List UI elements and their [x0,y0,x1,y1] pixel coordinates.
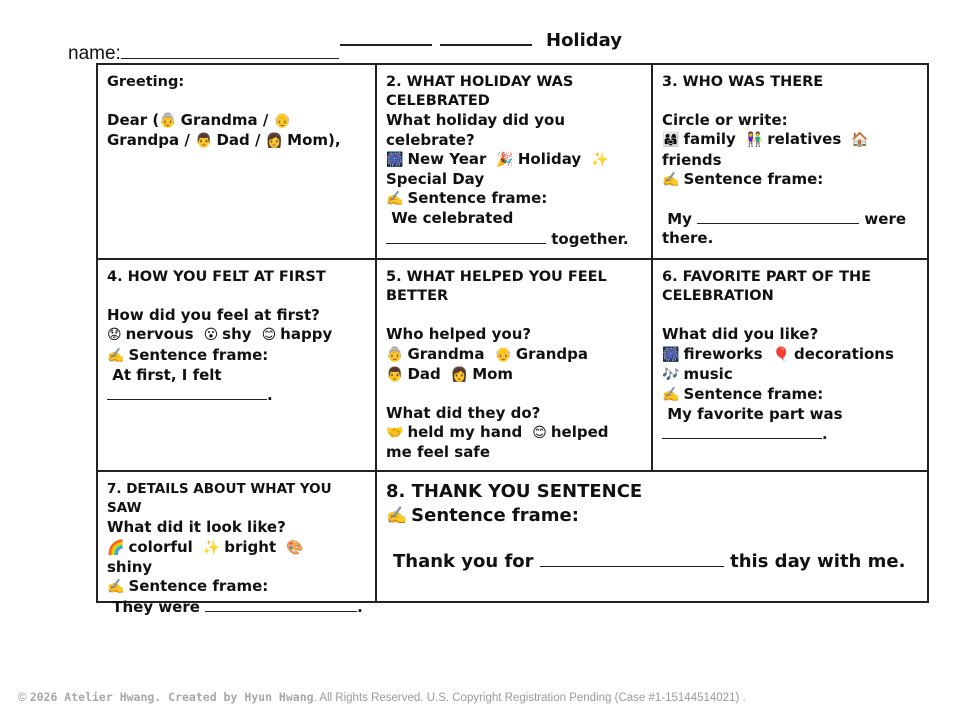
option-bright[interactable] [203,538,276,556]
option-shy[interactable] [204,325,252,343]
cell-4-heading: 4. HOW YOU FELT AT FIRST [107,269,326,285]
option-decorations-label: decorations [794,344,894,363]
cell-7-question: What did it look like? [107,518,286,537]
cell-8-sentence [393,550,919,574]
cell-7-blank[interactable] [205,597,357,612]
palette-icon: 🎨 [286,539,304,556]
cell-details [98,472,375,617]
worksheet-grid [96,63,929,617]
cell-5-heading-a: 5. WHAT HELPED YOU FEEL [386,269,607,285]
cell-4-frame-b [107,385,367,405]
option-nervous[interactable] [107,325,194,343]
option-shy-label: shy [222,325,252,344]
cell-2-frame-label: Sentence frame: [407,189,548,208]
option-helper-dad[interactable] [386,365,441,383]
fireworks-icon: 🎆 [386,151,404,168]
cell-2-heading-b: CELEBRATED [386,93,490,110]
dad-icon: 👨 [195,133,213,150]
greeting-mom[interactable]: Mom), [287,131,341,150]
cell-8-heading: 8. THANK YOU SENTENCE [386,481,643,502]
cell-4-frame-a [107,366,367,385]
cell-what-helped [377,260,651,470]
rainbow-icon: 🌈 [107,539,125,556]
music-notes-icon: 🎶 [662,366,680,383]
greeting-line-2 [107,131,367,151]
option-shiny[interactable]: shiny [107,557,153,576]
cell-3-frame-line [662,209,919,229]
cell-5-actions-cont: me feel safe [386,443,491,462]
cell-7-frame-label-row [107,577,367,597]
option-helper-grandpa[interactable] [494,345,588,363]
option-holiday-label: Holiday [517,149,582,168]
dad-icon: 👨 [386,366,404,383]
option-held-hand[interactable] [386,423,522,441]
cell-greeting [98,65,375,258]
cell-5-actions [386,423,643,443]
house-icon: 🏠 [851,132,869,149]
cell-4-frame-end: . [267,386,273,405]
smiling-face-icon: 😊 [532,425,547,442]
option-helper-grandma-label: Grandma [407,344,485,363]
option-bright-label: bright [224,537,277,556]
option-new-year-label: New Year [407,149,487,168]
name-input-line[interactable] [121,40,339,59]
writing-hand-icon: ✍️ [386,506,408,526]
handshake-icon: 🤝 [386,425,404,442]
cell-8-sentence-a: Thank you for [393,551,534,572]
cell-7-frame-end: . [357,598,363,617]
writing-hand-icon: ✍️ [107,579,125,596]
greeting-dad[interactable]: Dad / [216,131,261,150]
option-happy[interactable] [262,325,333,343]
cell-6-frame-label-row [662,385,919,405]
cell-thank-you [377,472,927,603]
greeting-grandma[interactable]: Grandma / [180,111,269,130]
cell-5-options-row-2 [386,365,643,385]
option-helped[interactable] [532,423,608,441]
cell-7-frame-line [107,597,367,617]
option-nervous-label: nervous [125,325,194,344]
cell-6-frame-a [662,405,919,424]
cell-2-blank[interactable] [386,229,546,244]
cell-6-frame-end: . [822,425,828,444]
cell-4-options [107,325,367,345]
cell-how-you-felt [98,260,375,470]
cell-4-blank[interactable] [107,385,267,400]
title-blank-2[interactable] [440,28,532,46]
cell-7-frame-a: They were [112,598,200,617]
cell-8-frame-label-row [386,504,919,528]
cell-3-frame-c: there. [662,229,714,248]
mom-icon: 👩 [450,366,469,383]
cell-greeting-heading: Greeting: [107,74,185,90]
sparkles-icon: ✨ [591,151,609,168]
grandpa-icon: 👴 [273,113,292,130]
cell-8-frame-label: Sentence frame: [411,505,579,526]
writing-hand-icon: ✍️ [662,387,680,404]
cell-8-sentence-b: this day with me. [730,551,906,572]
cell-2-options [386,150,643,170]
option-helper-grandma[interactable] [386,345,484,363]
cell-5-question-2: What did they do? [386,404,541,423]
cell-who-was-there [653,65,927,258]
cell-3-frame-label: Sentence frame: [683,169,824,188]
name-label-text: name: [68,43,121,64]
footer-creator: 2026 Atelier Hwang. Created by Hyun Hwang [29,690,314,704]
family-icon: 👨‍👩‍👧 [662,132,680,149]
option-colorful-label: colorful [128,537,193,556]
grandpa-icon: 👴 [494,346,512,363]
name-label [68,40,339,65]
cell-5-heading-b: BETTER [386,288,449,305]
cell-5-question-1: Who helped you? [386,325,532,344]
cell-6-frame-label: Sentence frame: [683,385,824,404]
worksheet-title [340,28,622,51]
cell-2-frame-a-text: We celebrated [391,209,514,228]
cell-6-blank[interactable] [662,424,822,439]
greeting-grandpa[interactable]: Grandpa / [107,131,190,150]
cell-3-blank[interactable] [697,209,859,224]
option-helper-mom-label: Mom [472,364,514,383]
writing-hand-icon: ✍️ [386,191,404,208]
option-held-hand-label: held my hand [407,423,523,442]
cell-5-options-row-1 [386,345,643,365]
option-helper-mom[interactable] [451,365,513,383]
cell-7-heading: 7. DETAILS ABOUT WHAT YOU SAW [107,481,332,517]
cell-6-options [662,345,919,365]
cell-3-prompt: Circle or write: [662,111,788,130]
title-blank-1[interactable] [340,28,432,46]
mom-icon: 👩 [265,133,284,150]
copyright-footer [18,690,746,704]
writing-hand-icon: ✍️ [107,347,125,364]
cell-6-frame-a-text: My favorite part was [667,405,843,424]
cell-2-frame-label-row [386,189,643,209]
cell-8-blank[interactable] [540,550,724,567]
cell-2-heading-a: 2. WHAT HOLIDAY WAS [386,74,574,90]
option-fireworks-label: fireworks [683,344,763,363]
option-family-label: family [683,130,736,149]
cell-4-frame-a-text: At first, I felt [112,365,222,384]
cell-favorite-part [653,260,927,470]
cell-4-frame-label: Sentence frame: [128,345,269,364]
cell-3-heading: 3. WHO WAS THERE [662,74,824,90]
cell-7-options [107,538,367,558]
smiling-face-icon: 😊 [261,327,277,344]
cell-3-frame-b: were [864,210,907,229]
cell-6-question: What did you like? [662,325,819,344]
option-helper-grandpa-label: Grandpa [515,344,588,363]
writing-hand-icon: ✍️ [662,171,680,188]
sparkles-icon: ✨ [202,539,221,556]
option-helper-dad-label: Dad [407,364,441,383]
option-holiday[interactable] [496,150,581,168]
cell-2-frame-b [386,229,643,249]
cell-2-frame-b-text: together. [551,229,629,248]
surprised-face-icon: 😮 [203,327,219,344]
cell-3-options [662,130,919,150]
cell-what-holiday [377,65,651,258]
balloon-icon: 🎈 [772,346,791,363]
grandma-icon: 👵 [159,113,177,130]
cell-4-question: How did you feel at first? [107,306,320,325]
option-new-year[interactable] [386,150,486,168]
footer-rights: . All Rights Reserved. U.S. Copyright Registration Pending (Case #1-15144514021) . [313,692,746,704]
greeting-dear: Dear ( [107,111,160,130]
option-relatives[interactable] [746,130,841,148]
cell-2-question-a: What holiday did you [386,111,566,130]
option-helped-label: helped [550,423,609,442]
grandma-icon: 👵 [386,346,404,363]
option-special-day[interactable]: Special Day [386,170,485,189]
option-family[interactable] [662,130,736,148]
greeting-line-1 [107,111,367,131]
cell-3-frame-label-row [662,170,919,190]
cell-6-frame-b [662,424,919,444]
option-friends[interactable]: friends [662,150,722,169]
option-happy-label: happy [280,325,333,344]
cell-2-question-b: celebrate? [386,130,475,149]
cell-2-frame-a [386,209,643,228]
cell-3-frame-a: My [667,210,692,229]
option-music-label: music [683,364,733,383]
cell-6-heading-a: 6. FAVORITE PART OF THE [662,269,872,285]
option-relatives-label: relatives [767,130,842,149]
copyright-icon: © [18,692,27,704]
option-fireworks[interactable] [662,345,763,363]
option-decorations[interactable] [773,345,894,363]
cell-7-frame-label: Sentence frame: [128,577,269,596]
worried-face-icon: 😟 [107,327,122,344]
people-holding-hands-icon: 👫 [745,132,764,149]
party-popper-icon: 🎉 [496,151,514,168]
title-word: Holiday [546,30,622,51]
option-colorful[interactable] [107,538,193,556]
cell-4-frame-label-row [107,346,367,366]
option-music[interactable] [662,365,919,385]
cell-6-heading-b: CELEBRATION [662,288,774,305]
fireworks-icon: 🎆 [662,346,680,363]
